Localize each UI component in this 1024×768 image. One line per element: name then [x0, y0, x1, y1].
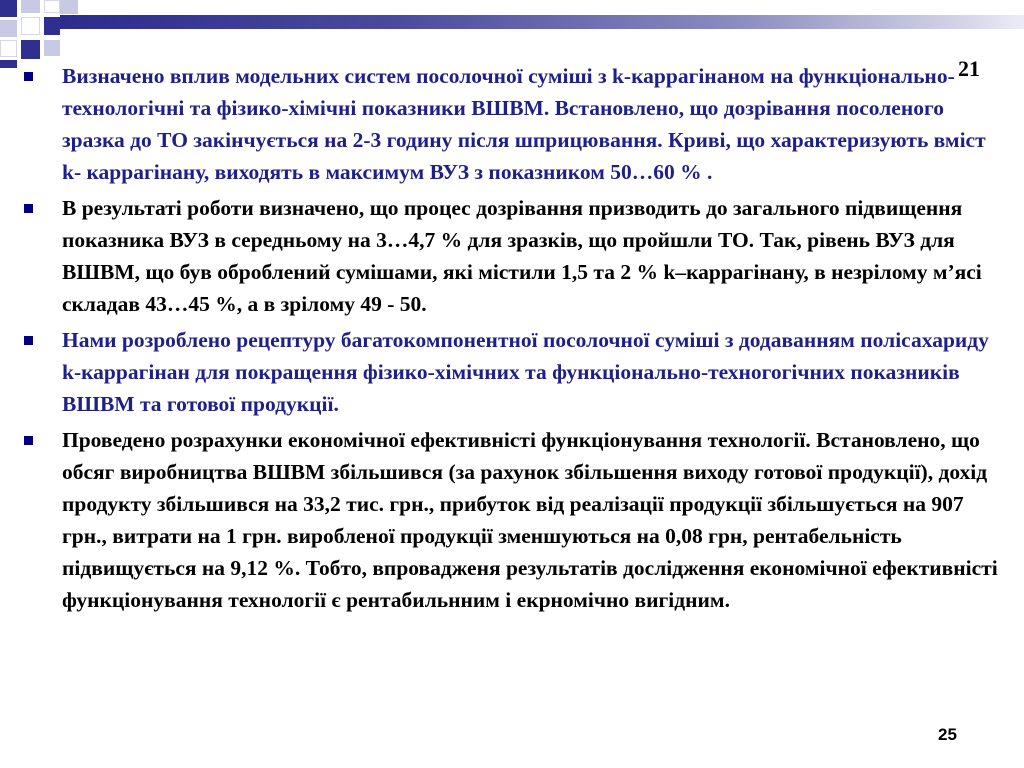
square-bullet-icon: [24, 204, 33, 213]
bullet-item-2: [24, 192, 1004, 320]
bullet-text: Нами розроблено рецептуру багатокомпонентної посолочної суміші з додаванням полісахариду k-каррагінан для покращення фізико-хімічних та функціонально-техногогічних показників ВШВМ та готової продукції.: [62, 328, 989, 416]
decorative-square: [44, 40, 60, 56]
square-bullet-icon: [24, 72, 33, 81]
decorative-square: [21, 40, 40, 59]
bullet-text: Визначено вплив модельних систем посолочної суміші з k-каррагінаном на функціонально-технологічні та фізико-хімічні показники ВШВМ. Встановлено, що дозрівання посоленого зразка до ТО закінчується на 2-3 годину після шприцювання. Криві, що характеризують вміст k- каррагінану, виходять в максимум ВУЗ з показником 50…60 % .: [62, 64, 986, 184]
decorative-square: [0, 0, 17, 17]
square-bullet-icon: [24, 436, 33, 445]
bullet-item-3: [24, 324, 1004, 420]
decorative-square: [0, 60, 17, 68]
decorative-square: [21, 17, 40, 35]
slide-number-top: 21: [958, 56, 980, 81]
decorative-square: [44, 0, 60, 13]
decorative-square: [44, 17, 60, 35]
decorative-square: [60, 0, 78, 14]
bullet-list: [24, 60, 1004, 620]
bullet-text: В результаті роботи визначено, що процес дозрівання призводить до загального підвищення показника ВУЗ в середньому на 3…4,7 % для зразків, що пройшли ТО. Так, рівень ВУЗ для ВШВМ, що був оброблений сумішами, які містили 1,5 та 2 % k–каррагінану, в незрілому м’ясі складав 43…45 %, а в зрілому 49 - 50.: [62, 196, 982, 316]
bullet-item-4: [24, 424, 1004, 616]
decorative-square: [21, 0, 40, 13]
decorative-square: [0, 20, 17, 37]
decorative-square: [0, 40, 17, 57]
square-bullet-icon: [24, 336, 33, 345]
slide-number-bottom: 25: [938, 725, 957, 744]
title-gradient-bar: [60, 15, 1024, 29]
bullet-text: Проведено розрахунки економічної ефективністі функціонування технології. Встановлено, що обсяг виробництва ВШВМ збільшився (за рахунок збільшення виходу готової продукції), дохід продукту збільшився на 33,2 тис. грн., прибуток від реалізації продукції збільшується на 907 грн., витрати на 1 грн. виробленої продукції зменшуються на 0,08 грн, рентабельність підвищується на 9,12 %. Тобто, впровадженя результатів дослідження економічної ефективністі функціонування технології є рентабильнним і екрномічно вигідним.: [62, 428, 998, 612]
bullet-item-1: [24, 60, 1004, 188]
